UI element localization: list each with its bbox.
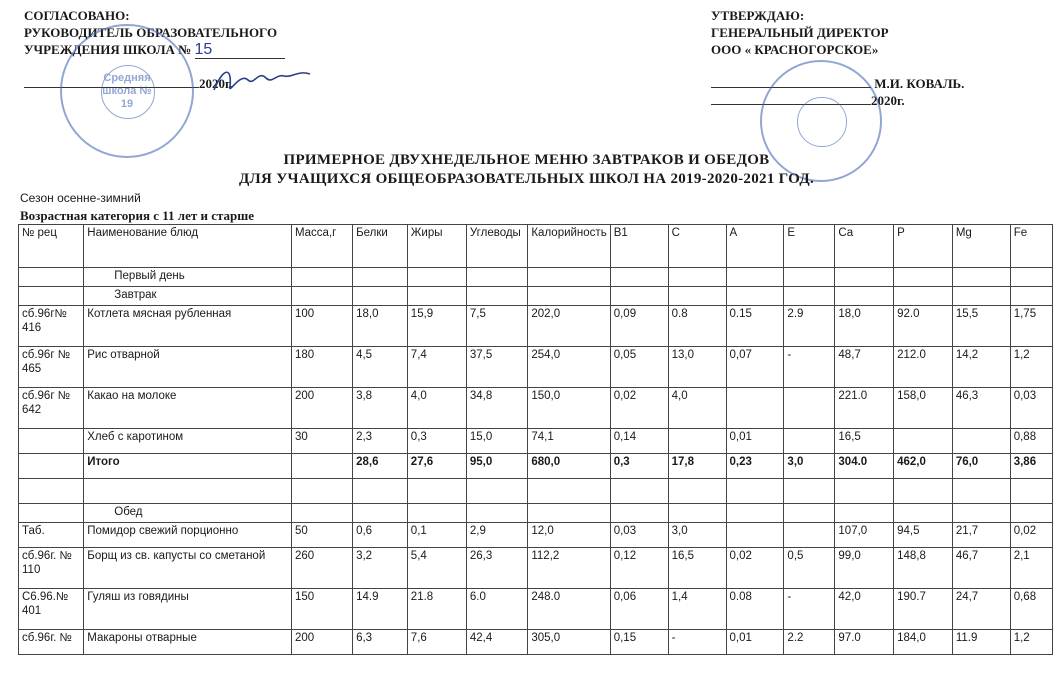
table-cell: сб.96г № 465	[19, 347, 84, 388]
table-cell: 7,5	[466, 306, 527, 347]
col-header: C	[668, 225, 726, 268]
table-cell: 15,0	[466, 429, 527, 454]
director-title: ГЕНЕРАЛЬНЫЙ ДИРЕКТОР	[711, 25, 889, 40]
table-cell: 46,7	[952, 548, 1010, 589]
table-cell: Хлеб с каротином	[84, 429, 292, 454]
season-label: Сезон осенне-зимний	[20, 191, 141, 205]
table-cell: 14,2	[952, 347, 1010, 388]
table-cell: 3,0	[784, 454, 835, 479]
table-cell: 11.9	[952, 630, 1010, 655]
col-header: Наименование блюд	[84, 225, 292, 268]
table-cell: Итого	[84, 454, 292, 479]
table-cell: 248.0	[528, 589, 610, 630]
table-cell: 92.0	[894, 306, 953, 347]
col-header: Масса,г	[291, 225, 352, 268]
table-row	[19, 429, 1053, 454]
table-cell: 21.8	[407, 589, 466, 630]
table-cell: 0.15	[726, 306, 784, 347]
table-cell: 0,05	[610, 347, 668, 388]
stamp-text: Средняя школа № 19	[102, 72, 152, 110]
table-cell	[726, 388, 784, 429]
approver-school: УЧРЕЖДЕНИЯ ШКОЛА № 15	[24, 41, 285, 58]
table-cell	[291, 454, 352, 479]
school-number: 15	[195, 41, 285, 59]
col-header: Углеводы	[466, 225, 527, 268]
table-cell: 4,0	[668, 388, 726, 429]
table-cell	[952, 429, 1010, 454]
table-cell: 0,02	[1010, 523, 1052, 548]
col-header: № рец	[19, 225, 84, 268]
table-cell: сб.96г. № 110	[19, 548, 84, 589]
table-cell: 95,0	[466, 454, 527, 479]
table-cell: 0,23	[726, 454, 784, 479]
table-cell: 2.2	[784, 630, 835, 655]
table-cell: 0,3	[610, 454, 668, 479]
table-cell: 15,5	[952, 306, 1010, 347]
table-cell: 0,01	[726, 429, 784, 454]
table-cell: Макароны отварные	[84, 630, 292, 655]
table-cell: 148,8	[894, 548, 953, 589]
table-cell: 112,2	[528, 548, 610, 589]
table-cell: Гуляш из говядины	[84, 589, 292, 630]
director-name: М.И. КОВАЛЬ.	[711, 75, 964, 92]
table-cell: 1,75	[1010, 306, 1052, 347]
table-cell: -	[668, 630, 726, 655]
table-cell: 34,8	[466, 388, 527, 429]
col-header: Ca	[835, 225, 894, 268]
table-cell: 16,5	[668, 548, 726, 589]
table-cell: 27,6	[407, 454, 466, 479]
table-row	[19, 306, 1053, 347]
table-cell: 260	[291, 548, 352, 589]
table-cell: 1,2	[1010, 630, 1052, 655]
table-cell: 0.08	[726, 589, 784, 630]
table-cell: 0,07	[726, 347, 784, 388]
table-cell: 94,5	[894, 523, 953, 548]
table-cell: 13,0	[668, 347, 726, 388]
table-cell: 18,0	[835, 306, 894, 347]
table-cell: 1,2	[1010, 347, 1052, 388]
table-cell: 76,0	[952, 454, 1010, 479]
approve-label: УТВЕРЖДАЮ:	[711, 8, 805, 23]
approval-date-right: 2020г.	[711, 92, 964, 109]
table-cell: 50	[291, 523, 352, 548]
col-header: B1	[610, 225, 668, 268]
col-header: Mg	[952, 225, 1010, 268]
table-cell: 0,09	[610, 306, 668, 347]
table-cell: 97.0	[835, 630, 894, 655]
table-cell: 305,0	[528, 630, 610, 655]
age-category: Возрастная категория с 11 лет и старше	[20, 208, 255, 223]
approval-label: СОГЛАСОВАНО:	[24, 8, 130, 23]
table-cell: 28,6	[353, 454, 408, 479]
total-row	[19, 454, 1053, 479]
table-row	[19, 388, 1053, 429]
lunch-label: Обед	[84, 504, 292, 523]
approver-title: РУКОВОДИТЕЛЬ ОБРАЗОВАТЕЛЬНОГО	[24, 25, 278, 40]
table-cell: 200	[291, 388, 352, 429]
table-cell: сб.96г. №	[19, 630, 84, 655]
table-cell: 2.9	[784, 306, 835, 347]
col-header: P	[894, 225, 953, 268]
document-subtitle: ДЛЯ УЧАЩИХСЯ ОБЩЕОБРАЗОВАТЕЛЬНЫХ ШКОЛ НА 2019-2020-2021 ГОД.	[238, 171, 815, 187]
table-cell: 680,0	[528, 454, 610, 479]
table-cell: сб.96г№ 416	[19, 306, 84, 347]
table-cell: 3,8	[353, 388, 408, 429]
table-cell: 150	[291, 589, 352, 630]
table-cell: 254,0	[528, 347, 610, 388]
table-cell: 150,0	[528, 388, 610, 429]
table-row	[19, 548, 1053, 589]
table-cell: 0,3	[407, 429, 466, 454]
table-cell: 180	[291, 347, 352, 388]
table-cell: 5,4	[407, 548, 466, 589]
table-cell: 4,5	[353, 347, 408, 388]
company-name: ООО « КРАСНОГОРСКОЕ»	[711, 42, 879, 57]
table-cell: 6.0	[466, 589, 527, 630]
table-cell: -	[784, 589, 835, 630]
table-cell	[726, 523, 784, 548]
table-cell: 2,1	[1010, 548, 1052, 589]
table-cell: 0,01	[726, 630, 784, 655]
table-cell	[668, 429, 726, 454]
col-header: Белки	[353, 225, 408, 268]
table-cell: Таб.	[19, 523, 84, 548]
table-cell: 0,03	[1010, 388, 1052, 429]
table-cell: сб.96г № 642	[19, 388, 84, 429]
table-cell: Помидор свежий порционно	[84, 523, 292, 548]
table-cell: 30	[291, 429, 352, 454]
table-cell: 42,4	[466, 630, 527, 655]
table-cell: 0,03	[610, 523, 668, 548]
table-cell: 0,12	[610, 548, 668, 589]
table-cell: 100	[291, 306, 352, 347]
col-header: Жиры	[407, 225, 466, 268]
col-header: Fe	[1010, 225, 1052, 268]
table-cell: 21,7	[952, 523, 1010, 548]
col-header: E	[784, 225, 835, 268]
table-cell: 3,2	[353, 548, 408, 589]
table-cell: 221.0	[835, 388, 894, 429]
table-cell: 0,02	[726, 548, 784, 589]
table-cell: Котлета мясная рубленная	[84, 306, 292, 347]
table-cell: 0,6	[353, 523, 408, 548]
table-cell: Рис отварной	[84, 347, 292, 388]
table-cell: 462,0	[894, 454, 953, 479]
table-cell: 74,1	[528, 429, 610, 454]
table-cell: 0,68	[1010, 589, 1052, 630]
table-cell: 0,14	[610, 429, 668, 454]
table-cell: 200	[291, 630, 352, 655]
table-cell: 202,0	[528, 306, 610, 347]
table-cell: 18,0	[353, 306, 408, 347]
table-cell: 7,4	[407, 347, 466, 388]
table-cell: 0,88	[1010, 429, 1052, 454]
table-cell: 3,0	[668, 523, 726, 548]
table-row	[19, 589, 1053, 630]
table-cell: Борщ из св. капусты со сметаной	[84, 548, 292, 589]
table-cell: 16,5	[835, 429, 894, 454]
table-header-row	[19, 225, 1053, 268]
table-cell: 190.7	[894, 589, 953, 630]
col-header: A	[726, 225, 784, 268]
table-cell: 2,3	[353, 429, 408, 454]
table-cell: 0,15	[610, 630, 668, 655]
spacer-row	[19, 479, 1053, 504]
table-cell: 14.9	[353, 589, 408, 630]
table-cell: 42,0	[835, 589, 894, 630]
table-cell: 184,0	[894, 630, 953, 655]
table-cell: 1,4	[668, 589, 726, 630]
table-cell: 15,9	[407, 306, 466, 347]
table-cell: 24,7	[952, 589, 1010, 630]
table-cell	[784, 388, 835, 429]
table-cell: 0,1	[407, 523, 466, 548]
table-cell: 37,5	[466, 347, 527, 388]
table-cell: -	[784, 347, 835, 388]
table-row	[19, 523, 1053, 548]
table-cell: 12,0	[528, 523, 610, 548]
table-cell: 7,6	[407, 630, 466, 655]
table-cell: 46,3	[952, 388, 1010, 429]
table-cell: 0,5	[784, 548, 835, 589]
school-stamp	[60, 24, 194, 158]
table-cell: 158,0	[894, 388, 953, 429]
day-row	[19, 268, 1053, 287]
document-title: ПРИМЕРНОЕ ДВУХНЕДЕЛЬНОЕ МЕНЮ ЗАВТРАКОВ И ОБЕДОВ	[283, 152, 770, 168]
menu-table	[18, 224, 1053, 655]
col-header: Калорийность	[528, 225, 610, 268]
table-cell: 107,0	[835, 523, 894, 548]
approval-date-left: 2020г.	[24, 75, 285, 92]
table-cell: 17,8	[668, 454, 726, 479]
meal-row-breakfast	[19, 287, 1053, 306]
table-cell: 26,3	[466, 548, 527, 589]
breakfast-label: Завтрак	[84, 287, 292, 306]
table-cell: 3,86	[1010, 454, 1052, 479]
day-label: Первый день	[84, 268, 292, 287]
table-cell: Какао на молоке	[84, 388, 292, 429]
table-cell	[784, 429, 835, 454]
table-cell: 212.0	[894, 347, 953, 388]
table-cell: С6.96.№ 401	[19, 589, 84, 630]
table-cell: 0,06	[610, 589, 668, 630]
table-row	[19, 347, 1053, 388]
table-cell: 99,0	[835, 548, 894, 589]
table-cell	[19, 454, 84, 479]
meal-row-lunch	[19, 504, 1053, 523]
signature-left	[210, 60, 320, 100]
table-cell: 48,7	[835, 347, 894, 388]
table-cell	[894, 429, 953, 454]
table-cell: 0.8	[668, 306, 726, 347]
table-cell: 0,02	[610, 388, 668, 429]
table-cell	[784, 523, 835, 548]
table-cell: 6,3	[353, 630, 408, 655]
table-row	[19, 630, 1053, 655]
table-cell	[19, 429, 84, 454]
table-cell: 4,0	[407, 388, 466, 429]
table-cell: 2,9	[466, 523, 527, 548]
table-cell: 304.0	[835, 454, 894, 479]
